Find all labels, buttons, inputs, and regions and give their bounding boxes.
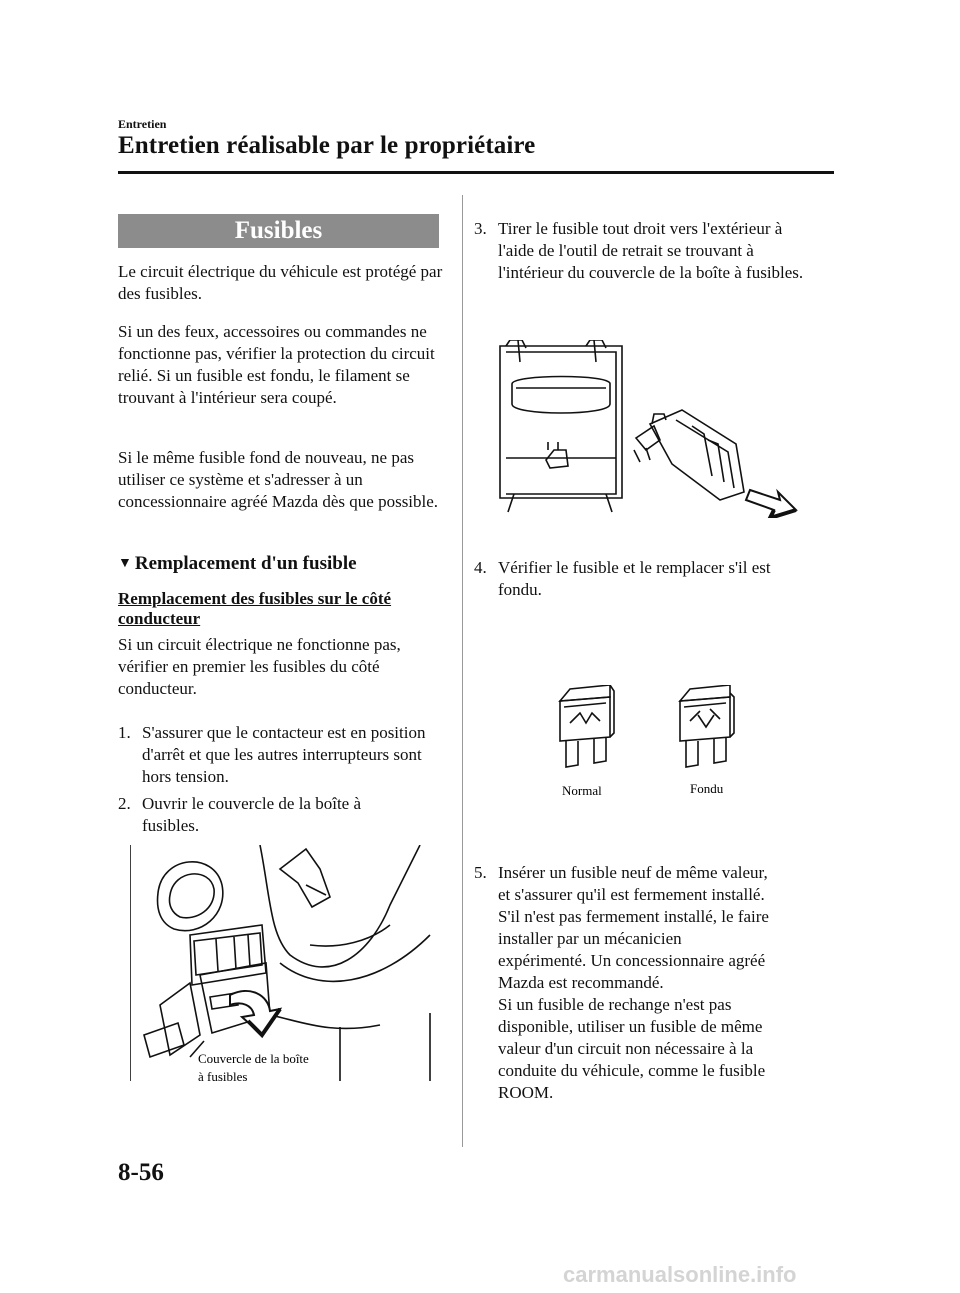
page-number: 8-56 xyxy=(118,1159,164,1186)
step-line: installer par un mécanicien xyxy=(498,929,682,948)
step-line: valeur d'un circuit non nécessaire à la xyxy=(498,1039,754,1058)
step-5 xyxy=(474,862,814,1102)
step-line: ROOM. xyxy=(498,1083,554,1102)
step-number: 1. xyxy=(118,723,131,742)
step-number: 3. xyxy=(474,219,487,238)
underlined-heading: Remplacement des fusibles sur le côté conducteur xyxy=(118,589,392,628)
page-title: Entretien réalisable par le propriétaire xyxy=(118,132,536,159)
fuse-comparison-illustration xyxy=(550,685,750,803)
step-number: 4. xyxy=(474,558,487,577)
step-number: 2. xyxy=(118,794,131,813)
figure-caption-line1: Couvercle de la boîte xyxy=(198,1051,309,1066)
fuse-normal-label: Normal xyxy=(562,783,602,798)
section-banner: Fusibles xyxy=(118,214,439,248)
fuse-puller-illustration xyxy=(496,340,800,518)
step-line: Insérer un fusible neuf de même valeur, xyxy=(498,863,768,882)
step-line: disponible, utiliser un fusible de même xyxy=(498,1017,763,1036)
driver-side-paragraph: Si un circuit électrique ne fonctionne pas, vérifier en premier les fusibles du côté conducteur. xyxy=(118,635,401,698)
step-line: et s'assurer qu'il est fermement installé. xyxy=(498,885,765,904)
step-text: S'assurer que le contacteur est en position d'arrêt et que les autres interrupteurs sont hors tension. xyxy=(142,723,426,786)
step-2 xyxy=(118,793,448,839)
triangle-marker-icon: ▼ xyxy=(118,556,132,571)
step-text xyxy=(498,862,814,1104)
step-line: conduite du véhicule, comme le fusible xyxy=(498,1061,766,1080)
section-label: Entretien xyxy=(118,117,167,131)
watermark[interactable]: carmanualsonline.info xyxy=(563,1262,797,1287)
warning-paragraph: Si le même fusible fond de nouveau, ne pas utiliser ce système et s'adresser à un concessionnaire agréé Mazda dès que possible. xyxy=(118,448,439,511)
step-text: Ouvrir le couvercle de la boîte à fusibles. xyxy=(142,794,362,835)
step-line: expérimenté. Un concessionnaire agréé xyxy=(498,951,766,970)
step-1 xyxy=(118,722,448,792)
step-3 xyxy=(474,218,814,314)
fuse-puller-drawing xyxy=(496,340,800,518)
step-line: Si un fusible de rechange n'est pas xyxy=(498,995,732,1014)
step-number: 5. xyxy=(474,863,487,882)
fuse-blown-label: Fondu xyxy=(690,781,724,796)
step-4 xyxy=(474,557,814,603)
fusebox-cover-illustration xyxy=(130,845,440,1081)
figure-caption-line2: à fusibles xyxy=(198,1069,248,1081)
column-divider xyxy=(462,195,463,1147)
symptom-paragraph: Si un des feux, accessoires ou commandes ne fonctionne pas, vérifier la protection du circuit relié. Si un fusible est fondu, le filament se trouvant à l'intérieur sera coupé. xyxy=(118,322,435,407)
intro-paragraph: Le circuit électrique du véhicule est protégé par des fusibles. xyxy=(118,262,443,303)
step-line: Mazda est recommandé. xyxy=(498,973,664,992)
step-line: S'il n'est pas fermement installé, le faire xyxy=(498,907,769,926)
dashboard-drawing xyxy=(130,845,440,1081)
subsection-heading xyxy=(118,553,357,575)
subsection-heading-text: Remplacement d'un fusible xyxy=(134,553,357,574)
step-text: Vérifier le fusible et le remplacer s'il est fondu. xyxy=(498,558,771,599)
title-rule xyxy=(118,171,834,174)
step-text: Tirer le fusible tout droit vers l'extérieur à l'aide de l'outil de retrait se trouvant à l'intérieur du couvercle de la boîte à fusibles. xyxy=(498,219,804,282)
fuse-drawing xyxy=(550,685,750,803)
